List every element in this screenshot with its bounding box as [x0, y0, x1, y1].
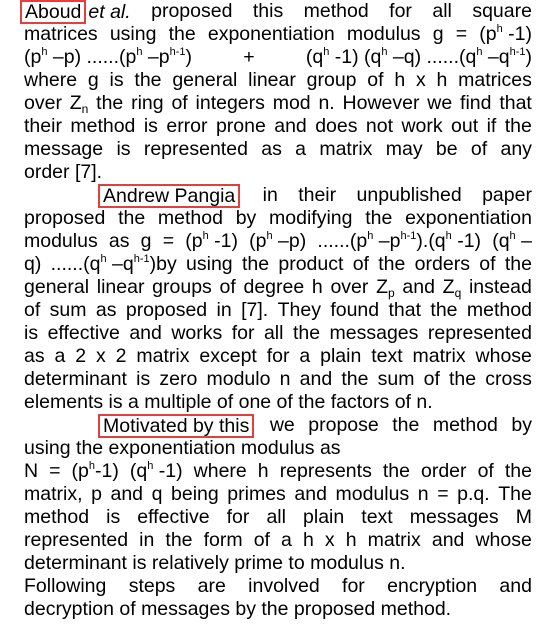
paragraph-3-line-3: N = $(p^h-1)$ ($q^h$ -1) where h represents the order of the: [24, 460, 532, 482]
paragraph-1-line-8: order [7].: [24, 161, 103, 183]
paragraph-2-line-1: Andrew Pangia in their unpublished paper: [24, 184, 532, 207]
paper-body: [24, 0, 532, 621]
paragraph-1-line-3: ($p^h$ –p) $......(p^h$ $-p^{h-1}$) + ($q^h$ -1) ($q^h$ –q) $......(q^h$ $-q^{h-1}$): [24, 46, 532, 68]
paragraph-2-line-2: proposed the method by modifying the exponentiation: [24, 207, 532, 229]
paragraph-3-line-7: determinant is relatively prime to modulus n.: [24, 552, 406, 574]
paragraph-1-line-2: matrices using the exponentiation modulus g = ($p^h$ -1): [24, 23, 532, 45]
paragraph-3-line-4: matrix, p and q being primes and modulus n = p.q. The: [24, 483, 532, 505]
paragraph-3-line-8: Following steps are involved for encryption and: [24, 575, 532, 597]
paragraph-1-line-4: where g is the general linear group of h x h matrices: [24, 69, 532, 91]
paragraph-3-line-6: represented in the form of a h x h matrix and whose: [24, 529, 532, 551]
paragraph-1-line-6: their method is error prone and does not work out if the: [24, 115, 532, 137]
paragraph-2-line-10: elements is a multiple of one of the factors of n.: [24, 391, 433, 413]
paragraph-1-line-1: Aboud et al. proposed this method for all square: [24, 0, 532, 23]
paragraph-3-line-2: using the exponentiation modulus as: [24, 437, 341, 459]
highlight-andrew-pangia: Andrew Pangia: [98, 184, 240, 208]
paragraph-1-line-7: message is represented as a matrix may be of any: [24, 138, 532, 160]
highlight-motivated-by-this: Motivated by this: [98, 414, 254, 438]
paragraph-3-line-9: decryption of messages by the proposed method.: [24, 598, 452, 620]
paragraph-2-line-7: is effective and works for all the messages represented: [24, 322, 532, 344]
paragraph-3-line-1: Motivated by this we propose the method by: [24, 414, 532, 437]
highlight-aboud: Aboud: [20, 0, 86, 24]
paragraph-2-line-5: general linear groups of degree h over $Z_p$ and $Z_q$ instead: [24, 276, 532, 300]
paragraph-2-line-4: q) $......(q^h$ $-q^{h-1})by$ using the product of the orders of the: [24, 253, 532, 275]
paragraph-1-line-5: over $Z_n$ the ring of integers mod n. However we find that: [24, 92, 532, 116]
paragraph-2-line-3: modulus as g = ($p^h$ -1) ($p^h$ –p) $......(p^h$ $-p^{h-1}).(q^h$ -1) ($q^h$ –: [24, 230, 532, 252]
paragraph-3-line-5: method is effective for all plain text messages M: [24, 506, 532, 528]
paragraph-2-line-6: of sum as proposed in [7]. They found that the method: [24, 299, 532, 321]
paragraph-2-line-9: determinant is zero modulo n and the sum of the cross: [24, 368, 532, 390]
paragraph-2-line-8: as a 2 x 2 matrix except for a plain text matrix whose: [24, 345, 532, 367]
